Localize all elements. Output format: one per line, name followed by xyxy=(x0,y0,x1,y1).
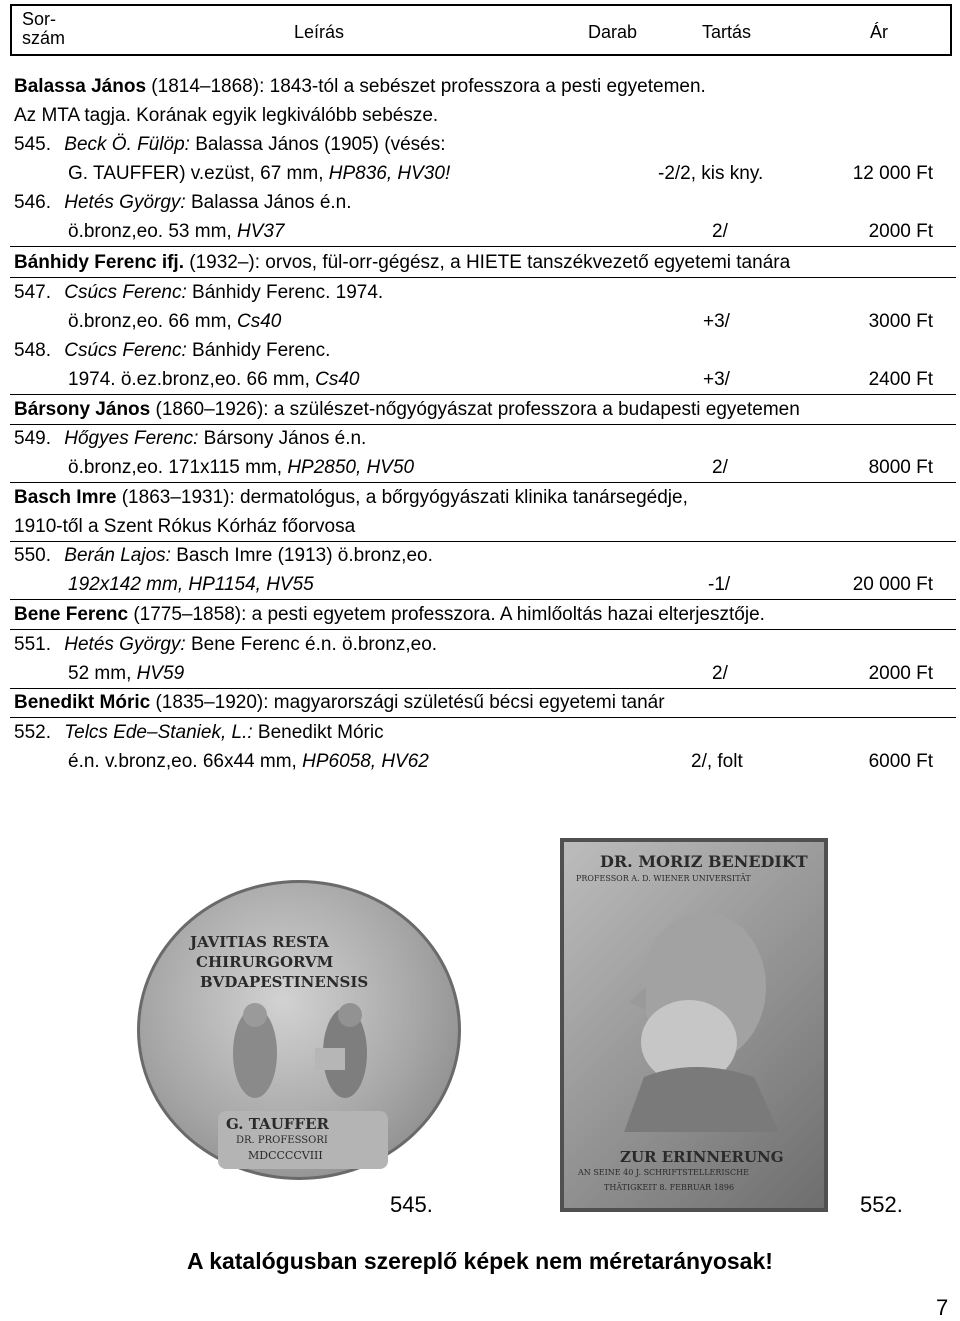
item-545-line1 xyxy=(14,134,446,156)
item-549-line2 xyxy=(68,457,414,479)
item-547-line1 xyxy=(14,282,383,304)
item-545-condition: -2/2, kis kny. xyxy=(658,163,764,184)
header-sorszam xyxy=(22,10,65,48)
caption-552: 552. xyxy=(860,1192,903,1217)
item-title: Balassa János (1905) (vésés: xyxy=(189,134,446,155)
item-artist: Hetés György: xyxy=(64,634,186,655)
item-552-line1 xyxy=(14,722,384,744)
footer-note: A katalógusban szereplő képek nem méretarányosak! xyxy=(187,1248,773,1274)
page-number: 7 xyxy=(936,1295,949,1320)
item-546-line2 xyxy=(68,221,285,243)
plaque-subtitle: PROFESSOR A. D. WIENER UNIVERSITÄT xyxy=(576,874,751,883)
item-550-price: 20 000 Ft xyxy=(852,574,933,595)
section-desc: (1835–1920): magyarországi születésű bécsi egyetemi tanár xyxy=(150,692,665,713)
medal-plate-text: MDCCCCVIII xyxy=(248,1149,323,1162)
header-leiras: Leírás xyxy=(294,22,345,42)
item-546-condition: 2/ xyxy=(712,221,728,242)
item-number: 552. xyxy=(14,722,51,743)
divider xyxy=(10,277,956,278)
item-number: 547. xyxy=(14,282,51,303)
item-547-price: 3000 Ft xyxy=(868,311,933,332)
item-refs: HV59 xyxy=(136,663,185,684)
item-refs: Cs40 xyxy=(315,369,360,390)
section-desc: (1932–): orvos, fül-orr-gégész, a HIETE tanszékvezető egyetemi tanára xyxy=(183,252,791,273)
divider xyxy=(10,717,956,718)
item-artist: Csúcs Ferenc: xyxy=(64,340,187,361)
item-title: Bársony János é.n. xyxy=(198,428,367,449)
item-details: 52 mm, xyxy=(68,663,137,684)
header-ar: Ár xyxy=(870,22,888,42)
section-balassa xyxy=(14,76,706,98)
item-549-condition: 2/ xyxy=(712,457,728,478)
item-549-line1 xyxy=(14,428,366,450)
section-name: Bánhidy Ferenc ifj. xyxy=(14,252,184,273)
divider xyxy=(10,246,956,247)
item-details: G. TAUFFER) v.ezüst, 67 mm, xyxy=(68,163,329,184)
item-artist: Csúcs Ferenc: xyxy=(64,282,187,303)
item-refs: Cs40 xyxy=(236,311,282,332)
medal-plate-text: DR. PROFESSORI xyxy=(236,1135,328,1146)
section-basch xyxy=(14,487,688,509)
item-548-line1 xyxy=(14,340,330,362)
caption-545: 545. xyxy=(390,1192,433,1217)
item-546-line1 xyxy=(14,192,352,214)
item-550-line2: 192x142 mm, HP1154, HV55 xyxy=(68,574,314,595)
header-sorszam-line2: szám xyxy=(22,28,66,48)
item-details: 1974. ö.ez.bronz,eo. 66 mm, xyxy=(68,369,316,390)
item-551-line1 xyxy=(14,634,437,656)
plaque-bottom: THÄTIGKEIT 8. FEBRUAR 1896 xyxy=(604,1183,735,1192)
section-balassa-desc2: Az MTA tagja. Korának egyik legkiválóbb sebésze. xyxy=(14,105,439,126)
item-551-condition: 2/ xyxy=(712,663,728,684)
medal-545-image xyxy=(137,880,461,1180)
divider xyxy=(10,599,956,600)
item-546-price: 2000 Ft xyxy=(868,221,933,242)
item-details: ö.bronz,eo. 171x115 mm, xyxy=(68,457,288,478)
plaque-bottom: ZUR ERINNERUNG xyxy=(620,1148,784,1166)
medal-inscription: BVDAPESTINENSIS xyxy=(200,973,369,991)
item-545-line2 xyxy=(68,163,450,185)
item-refs: HP2850, HV50 xyxy=(287,457,415,478)
item-refs: HP836, HV30! xyxy=(328,163,451,184)
item-551-line2 xyxy=(68,663,184,685)
item-title: Bánhidy Ferenc. xyxy=(186,340,331,361)
item-548-price: 2400 Ft xyxy=(868,369,933,390)
item-545-price: 12 000 Ft xyxy=(852,163,933,184)
divider xyxy=(10,629,956,630)
item-number: 545. xyxy=(14,134,51,155)
section-name: Bene Ferenc xyxy=(14,604,129,625)
section-benedikt xyxy=(14,692,665,714)
item-550-condition: -1/ xyxy=(708,574,731,595)
section-banhidy xyxy=(14,252,790,274)
item-title: Bánhidy Ferenc. 1974. xyxy=(186,282,384,303)
item-number: 549. xyxy=(14,428,51,449)
item-number: 550. xyxy=(14,545,51,566)
divider xyxy=(10,541,956,542)
section-desc: (1863–1931): dermatológus, a bőrgyógyászati klinika tanársegédje, xyxy=(116,487,688,508)
item-548-condition: +3/ xyxy=(703,369,730,390)
item-artist: Beck Ö. Fülöp: xyxy=(64,134,190,155)
item-refs: HP6058, HV62 xyxy=(302,751,429,772)
portrait-relief xyxy=(584,892,804,1132)
plaque-title: DR. MORIZ BENEDIKT xyxy=(600,852,808,871)
item-550-line1 xyxy=(14,545,433,567)
divider xyxy=(10,424,956,425)
item-number: 546. xyxy=(14,192,51,213)
section-basch-desc2: 1910-től a Szent Rókus Kórház főorvosa xyxy=(14,516,356,537)
table-header xyxy=(10,4,952,56)
header-tartas: Tartás xyxy=(702,22,752,42)
section-desc: (1775–1858): a pesti egyetem professzora. A himlőoltás hazai elterjesztője. xyxy=(128,604,765,625)
section-name: Balassa János xyxy=(14,76,147,97)
item-552-condition: 2/, folt xyxy=(691,751,743,772)
item-title: Bene Ferenc é.n. ö.bronz,eo. xyxy=(185,634,438,655)
section-desc: (1860–1926): a szülészet-nőgyógyászat professzora a budapesti egyetemen xyxy=(150,399,800,420)
item-552-line2 xyxy=(68,751,429,773)
item-refs: HV37 xyxy=(236,221,285,242)
item-artist: Hőgyes Ferenc: xyxy=(64,428,199,449)
item-details: é.n. v.bronz,eo. 66x44 mm, xyxy=(68,751,303,772)
item-547-condition: +3/ xyxy=(703,311,730,332)
item-artist: Berán Lajos: xyxy=(64,545,171,566)
section-name: Basch Imre xyxy=(14,487,117,508)
item-title: Balassa János é.n. xyxy=(185,192,352,213)
item-artist: Hetés György: xyxy=(64,192,186,213)
item-number: 551. xyxy=(14,634,51,655)
item-549-price: 8000 Ft xyxy=(868,457,933,478)
item-title: Benedikt Móric xyxy=(252,722,384,743)
medal-552-image xyxy=(560,838,828,1212)
medal-plate-text: G. TAUFFER xyxy=(226,1115,329,1133)
section-name: Bársony János xyxy=(14,399,151,420)
item-551-price: 2000 Ft xyxy=(868,663,933,684)
divider xyxy=(10,394,956,395)
section-name: Benedikt Móric xyxy=(14,692,151,713)
divider xyxy=(10,482,956,483)
header-sorszam-line1: Sor- xyxy=(22,9,57,29)
item-547-line2 xyxy=(68,311,281,333)
header-darab: Darab xyxy=(588,22,638,42)
item-title: Basch Imre (1913) ö.bronz,eo. xyxy=(170,545,433,566)
item-548-line2 xyxy=(68,369,360,391)
item-552-price: 6000 Ft xyxy=(868,751,933,772)
medal-figures xyxy=(200,993,400,1113)
section-bene xyxy=(14,604,765,626)
divider xyxy=(10,688,956,689)
item-artist: Telcs Ede–Staniek, L.: xyxy=(64,722,253,743)
item-details: ö.bronz,eo. 53 mm, xyxy=(68,221,237,242)
item-details: ö.bronz,eo. 66 mm, xyxy=(68,311,237,332)
medal-inscription: JAVITIAS RESTA xyxy=(190,933,329,951)
medal-inscription: CHIRURGORVM xyxy=(196,953,334,971)
plaque-bottom: AN SEINE 40 J. SCHRIFTSTELLERISCHE xyxy=(578,1168,749,1177)
item-number: 548. xyxy=(14,340,51,361)
section-barsony xyxy=(14,399,800,421)
section-desc: (1814–1868): 1843-tól a sebészet professzora a pesti egyetemen. xyxy=(146,76,706,97)
